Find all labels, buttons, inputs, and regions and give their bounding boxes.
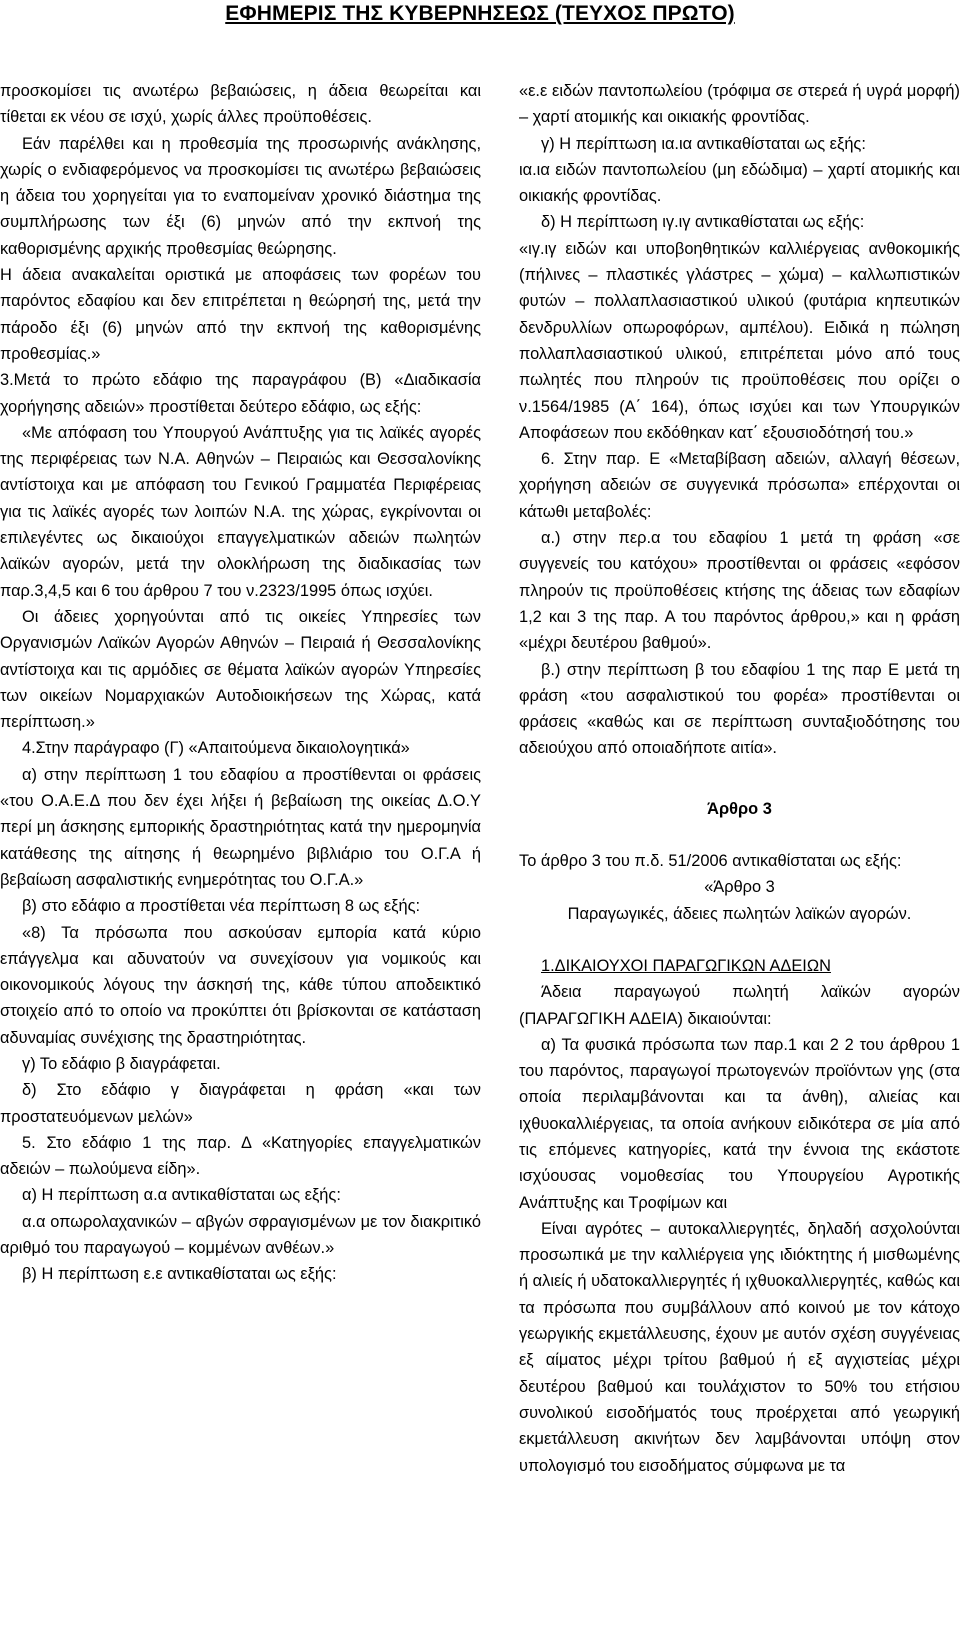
paragraph: 6. Στην παρ. Ε «Μεταβίβαση αδειών, αλλαγή θέσεων, χορήγηση αδειών σε συγγενικά πρόσωπα» επέρχονται οι κάτωθι μεταβολές: [519,450,960,521]
paragraph: α) στην περίπτωση 1 του εδαφίου α προστίθενται οι φράσεις «του Ο.Α.Ε.Δ που δεν έχει λήξει ή βεβαίωση της οικείας Δ.Ο.Υ περί μη άσκησης εμπορικής δραστηριότητας κατά την ημερομηνία κατάθεσης της αίτησης ή θεωρημένο βιβλιάριο του Ο.Γ.Α ή βεβαίωση ασφαλιστικής ενημερότητας του Ο.Γ.Α.» [0,765,481,889]
paragraph: «ε.ε ειδών παντοπωλείου (τρόφιμα σε στερεά ή υγρά μορφή) – χαρτί ατομικής και οικιακής φροντίδας. [519,82,960,127]
paragraph: «8) Τα πρόσωπα που ασκούσαν εμπορία κατά κύριο επάγγελμα και αδυνατούν να συνεχίσουν για νομικούς και οικονομικούς λόγους την άσκησή της, κάθε τύπου αποδεικτικό στοιχείο από το οποίο να προκύπτει ότι βρίσκονται σε κατάσταση αδυναμίας συνέχισης της δραστηριότητας. [0,923,481,1047]
section-heading-text: 1.ΔΙΚΑΙΟΥΧΟΙ ΠΑΡΑΓΩΓΙΚΩΝ ΑΔΕΙΩΝ [541,956,831,975]
header-title: ΕΦΗΜΕΡΙΣ ΤΗΣ ΚΥΒΕΡΝΗΣΕΩΣ (ΤΕΥΧΟΣ ΠΡΩΤΟ) [225,2,735,25]
page-header [0,0,960,40]
paragraph: Η άδεια ανακαλείται οριστικά με αποφάσεις των φορέων του παρόντος εδαφίου και δεν επιτρέπεται η θεώρησή της, μετά την πάροδο έξι (6) μηνών από την εκπνοή της καθορισμένης προθεσμίας.» [0,266,481,363]
left-column [0,78,481,1288]
paragraph: δ) Η περίπτωση ιγ.ιγ αντικαθίσταται ως εξής: [541,213,865,232]
article-subtitle: Παραγωγικές, άδειες πωλητών λαϊκών αγορών. [567,904,912,923]
article-quote-heading: «Άρθρο 3 [704,878,775,897]
paragraph: 4.Στην παράγραφο (Γ) «Απαιτούμενα δικαιολογητικά» [22,739,410,758]
paragraph: προσκομίσει τις ανωτέρω βεβαιώσεις, η άδεια θεωρείται και τίθεται εκ νέου σε ισχύ, χωρίς άλλες προϋποθέσεις. [0,82,481,127]
section-heading [519,953,960,979]
right-column [519,78,960,1479]
paragraph: α.) στην περ.α του εδαφίου 1 μετά τη φράση «σε συγγενείς του κατόχου» προστίθενται οι φράσεις «εφόσον πληρούν τις προϋποθέσεις κτήσης της άδειας των εδαφίων 1,2 και 3 της παρ. Α του παρόντος άρθρου,» και η φράση «μέχρι δευτέρου βαθμού». [519,529,960,653]
paragraph: «ιγ.ιγ ειδών και υποβοηθητικών καλλιέργειας ανθοκομικής (πήλινες – πλαστικές γλάστρες – χώμα) – καλλωπιστικών φυτών – πολλαπλασιαστικού υλικού (φυτάρια κηπευτικών δενδρυλλίων οπωροφόρων, αμπέλου). Ειδικά η πώληση πολλαπλασιαστικού υλικού, επιτρέπεται μόνο από τους πωλητές που πληρούν τις προϋποθέσεις που ορίζει ο ν.1564/1985 (Α΄ 164), όπως ισχύει και των Υπουργικών Αποφάσεων που εκδόθηκαν κατ΄ εξουσιοδότησή του.» [519,239,960,442]
paragraph: Εάν παρέλθει και η προθεσμία της προσωρινής ανάκλησης, χωρίς ο ενδιαφερόμενος να προσκομίσει τις ανωτέρω βεβαιώσεις η άδεια του χορηγείται για το εναπομείναν χρονικό διάστημα της συμπλήρωσης των έξι (6) μηνών από την εκπνοή της καθορισμένης αρχικής προθεσμίας θεώρησης. [0,134,481,258]
article-heading: Άρθρο 3 [707,799,772,818]
paragraph: ια.ια ειδών παντοπωλείου (μη εδώδιμα) – χαρτί ατομικής και οικιακής φροντίδας. [519,160,960,206]
paragraph: «Με απόφαση του Υπουργού Ανάπτυξης για τις λαϊκές αγορές της περιφέρειας των Ν.Α. Αθηνών – Πειραιώς και Θεσσαλονίκης αντίστοιχα και με απόφαση του Γενικού Γραμματέα Περιφέρειας για τις λαϊκές αγορές των λοιπών Ν.Α. της χώρας, εγκρίνονται οι επιλεγέντες ως δικαιούχοι επαγγελματικών αδειών πωλητών λαϊκών αγορών, μετά την ολοκλήρωση της διαδικασίας των παρ.3,4,5 και 6 του άρθρου 7 του ν.2323/1995 όπως ισχύει. [0,423,481,600]
paragraph: α) Η περίπτωση α.α αντικαθίσταται ως εξής: [22,1186,341,1205]
paragraph: α) Τα φυσικά πρόσωπα των παρ.1 και 2 2 του άρθρου 1 του παρόντος, παραγωγοί πρωτογενών προϊόντων γης (στα οποία περιλαμβάνονται και τα άνθη), αλιείας και ιχθυοκαλλιέργειας, τα οποία ανήκουν ειδικότερα σε μία από τις επόμενες κατηγορίες, κατά την έννοια της εκάστοτε ισχύουσας νομοθεσίας του Υπουργείου Αγροτικής Ανάπτυξης και Τροφίμων και [519,1035,960,1212]
paragraph: β.) στην περίπτωση β του εδαφίου 1 της παρ Ε μετά τη φράση «του ασφαλιστικού του φορέα» προστίθενται οι φράσεις «καθώς και σε περίπτωση συνταξιοδότησης του αδειούχου από οποιαδήποτε αιτία». [519,660,960,758]
paragraph: Οι άδειες χορηγούνται από τις οικείες Υπηρεσίες των Οργανισμών Λαϊκών Αγορών Αθηνών – Πειραιά ή Θεσσαλονίκης αντίστοιχα και τις αρμόδιες σε θέματα λαϊκών αγορών Υπηρεσίες των οικείων Νομαρχιακών Αυτοδιοικήσεων της Χώρας, κατά περίπτωση.» [0,607,481,732]
paragraph: α.α οπωρολαχανικών – αβγών σφραγισμένων με τον διακριτικό αριθμό του παραγωγού – κομμένων ανθέων.» [0,1212,481,1258]
paragraph: 3.Μετά το πρώτο εδάφιο της παραγράφου (Β) «Διαδικασία χορήγησης αδειών» προστίθεται δεύτερο εδάφιο, ως εξής: [0,371,481,416]
paragraph: δ) Στο εδάφιο γ διαγράφεται η φράση «και των προστατευόμενων μελών» [0,1081,481,1126]
paragraph: γ) Η περίπτωση ια.ια αντικαθίσταται ως εξής: [541,134,866,153]
paragraph: Άδεια παραγωγού πωλητή λαϊκών αγορών (ΠΑΡΑΓΩΓΙΚΗ ΑΔΕΙΑ) δικαιούνται: [519,983,960,1028]
paragraph: β) στο εδάφιο α προστίθεται νέα περίπτωση 8 ως εξής: [22,897,421,916]
paragraph: 5. Στο εδάφιο 1 της παρ. Δ «Κατηγορίες επαγγελματικών αδειών – πωλούμενα είδη». [0,1133,481,1179]
paragraph: β) Η περίπτωση ε.ε αντικαθίσταται ως εξής: [22,1265,337,1284]
paragraph: Είναι αγρότες – αυτοκαλλιεργητές, δηλαδή ασχολούνται προσωπικά με την καλλιέργεια γης ιδιόκτητης ή μισθωμένης ή αλιείς ή υδατοκαλλιεργητές ή ιχθυοκαλλιεργητές, καθώς και τα πρόσωπα που συμβάλλουν από κοινού με τον κάτοχο γεωργικής εκμετάλλευσης, έχουν με αυτόν σχέση συγγένειας εξ αίματος μέχρι τρίτου βαθμού ή εξ αγχιστείας μέχρι δευτέρου βαθμού και τουλάχιστον το 50% του ετήσιου συνολικού εισοδήματός τους προέρχεται από γεωργική εκμετάλλευση ακινήτων δεν λαμβάνονται υπόψη στον υπολογισμό του εισοδήματος σύμφωνα με τα [519,1219,960,1475]
paragraph: Το άρθρο 3 του π.δ. 51/2006 αντικαθίσταται ως εξής: [519,852,902,871]
paragraph: γ) Το εδάφιο β διαγράφεται. [22,1054,221,1073]
